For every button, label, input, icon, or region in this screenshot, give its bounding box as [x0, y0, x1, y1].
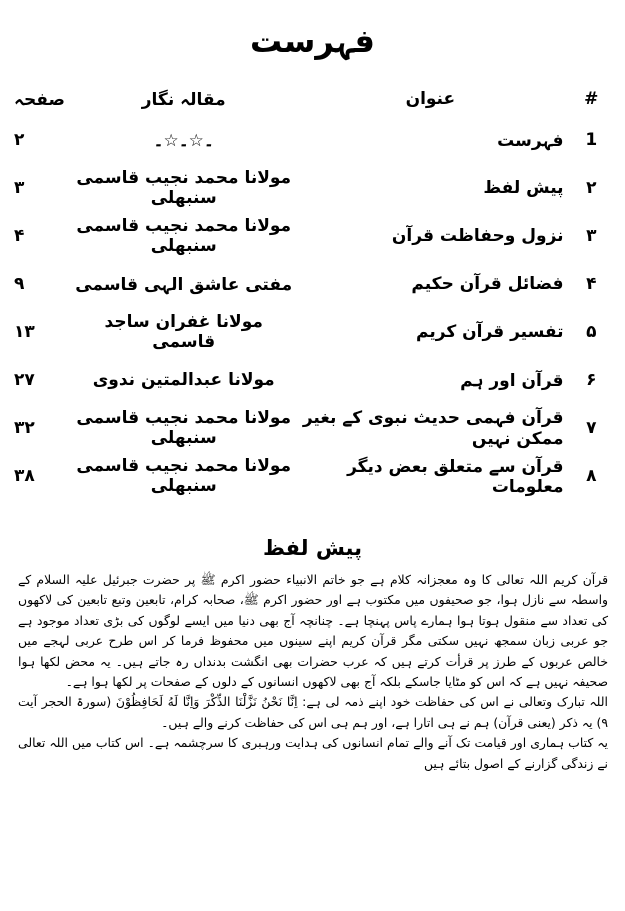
toc-header-number: #: [584, 89, 599, 109]
body-text: [18, 570, 608, 774]
toc-row-author: مولانا محمد نجیب قاسمی سنبھلی: [76, 168, 292, 208]
toc-row-number: ۳: [586, 226, 597, 246]
toc-row-number: ۲: [586, 178, 597, 198]
toc-row-number: ۴: [586, 274, 597, 294]
table-of-contents: [14, 82, 611, 500]
toc-row: [14, 260, 611, 308]
toc-row-page: ۲۷: [14, 370, 35, 390]
toc-row: [14, 404, 611, 452]
toc-row-title: تفسیر قرآن کریم: [416, 322, 564, 342]
toc-row-page: ۲: [14, 130, 25, 150]
toc-header-author: مقالہ نگار: [141, 89, 226, 110]
toc-row-author: ۔☆۔☆۔: [153, 130, 214, 151]
toc-row-page: ۳: [14, 178, 25, 198]
toc-row-author: مولانا غفران ساجد قاسمی: [104, 312, 263, 352]
toc-row-page: ۳۲: [14, 418, 35, 438]
toc-row: [14, 212, 611, 260]
toc-row-author: مفتی عاشق الہی قاسمی: [75, 274, 293, 295]
paragraph: یہ کتاب ہماری اور قیامت تک آنے والے تمام انسانوں کی ہدایت ورہبری کا سرچشمہ ہے۔ اس کتاب میں اللہ تعالی نے زندگی گزارنے کے اصول بتائے ہیں: [18, 735, 608, 771]
toc-row-author: مولانا محمد نجیب قاسمی سنبھلی: [76, 408, 292, 448]
toc-row-number: ۶: [586, 370, 597, 390]
toc-row: [14, 308, 611, 356]
toc-header-title: عنوان: [405, 89, 456, 109]
toc-row-title: پیش لفظ: [483, 178, 564, 198]
toc-row-number: 1: [585, 130, 598, 150]
toc-row-page: ۱۳: [14, 322, 35, 342]
section-heading: پیش لفظ: [263, 536, 362, 560]
paragraph: اللہ تبارک وتعالی نے اس کی حفاظت خود اپنے ذمہ لی ہے: اِنَّا نَحْنُ نَزَّلْنَا الذِّكْرَ وَاِنَّا لَهُ لَحَافِظُوْنَ (سورۃ الحجر آیت ۹) یہ ذکر (یعنی قرآن) ہم نے ہی اتارا ہے، اور ہم ہی اس کی حفاظت کرنے والے ہیں۔: [18, 694, 608, 730]
toc-row-number: ۷: [586, 418, 597, 438]
toc-row-title: فہرست: [497, 130, 564, 151]
toc-row-title: فضائل قرآن حکیم: [411, 274, 564, 294]
toc-row-author: مولانا محمد نجیب قاسمی سنبھلی: [76, 456, 292, 496]
toc-row-title: نزول وحفاظت قرآن: [391, 226, 564, 246]
toc-row-number: ۵: [586, 322, 597, 342]
toc-header-page: صفحہ: [14, 89, 65, 110]
paragraph: قرآن کریم اللہ تعالی کا وہ معجزانہ کلام ہے جو خاتم الانبیاء حضور اکرم ﷺ پر حضرت جبرئیل علیہ السلام کے واسطہ سے نازل ہوا، جو صحیفوں میں مکتوب ہے اور حضور اکرم ﷺ، صحابہ کرام، تابعین وتبع تابعین کی لاکھوں کی تعداد سے منقول ہوتا ہوا ہمارے پاس پہنچا ہے۔ چنانچہ آج بھی دنیا میں ایسے لوگوں کی بڑی تعداد موجود ہے جو عربی زبان سمجھ نہیں سکتی مگر قرآن کریم اپنے سینوں میں محفوظ فرما کر اس طرح عربی لہجے میں خالص عربوں کے طرز پر قرأت کرتے ہیں کہ عرب حضرات بھی انگشت بدنداں رہ جاتے ہیں۔ یہ محض لکھا ہوا صحیفہ نہیں ہے کہ اس کو مٹایا جاسکے بلکہ آج بھی لاکھوں انسانوں کے دلوں کے صفحات پر لکھا ہوا ہے۔: [18, 572, 608, 690]
toc-row-author: مولانا عبدالمتین ندوی: [92, 370, 275, 390]
page-title: فہرست: [250, 22, 375, 60]
toc-row-page: ۴: [14, 226, 25, 246]
toc-row-page: ۳۸: [14, 466, 35, 486]
toc-row-author: مولانا محمد نجیب قاسمی سنبھلی: [76, 216, 292, 256]
toc-row-number: ۸: [586, 466, 597, 486]
toc-row: [14, 452, 611, 500]
toc-row-title: قرآن اور ہم: [460, 370, 564, 391]
toc-row-title: قرآن سے متعلق بعض دیگر معلومات: [347, 456, 564, 497]
toc-row-page: ۹: [14, 274, 25, 294]
toc-row: [14, 116, 611, 164]
toc-row-title: قرآن فہمی حدیث نبوی کے بغیر ممکن نہیں: [302, 408, 564, 449]
toc-row: [14, 164, 611, 212]
toc-header-row: [14, 82, 611, 116]
toc-row: [14, 356, 611, 404]
